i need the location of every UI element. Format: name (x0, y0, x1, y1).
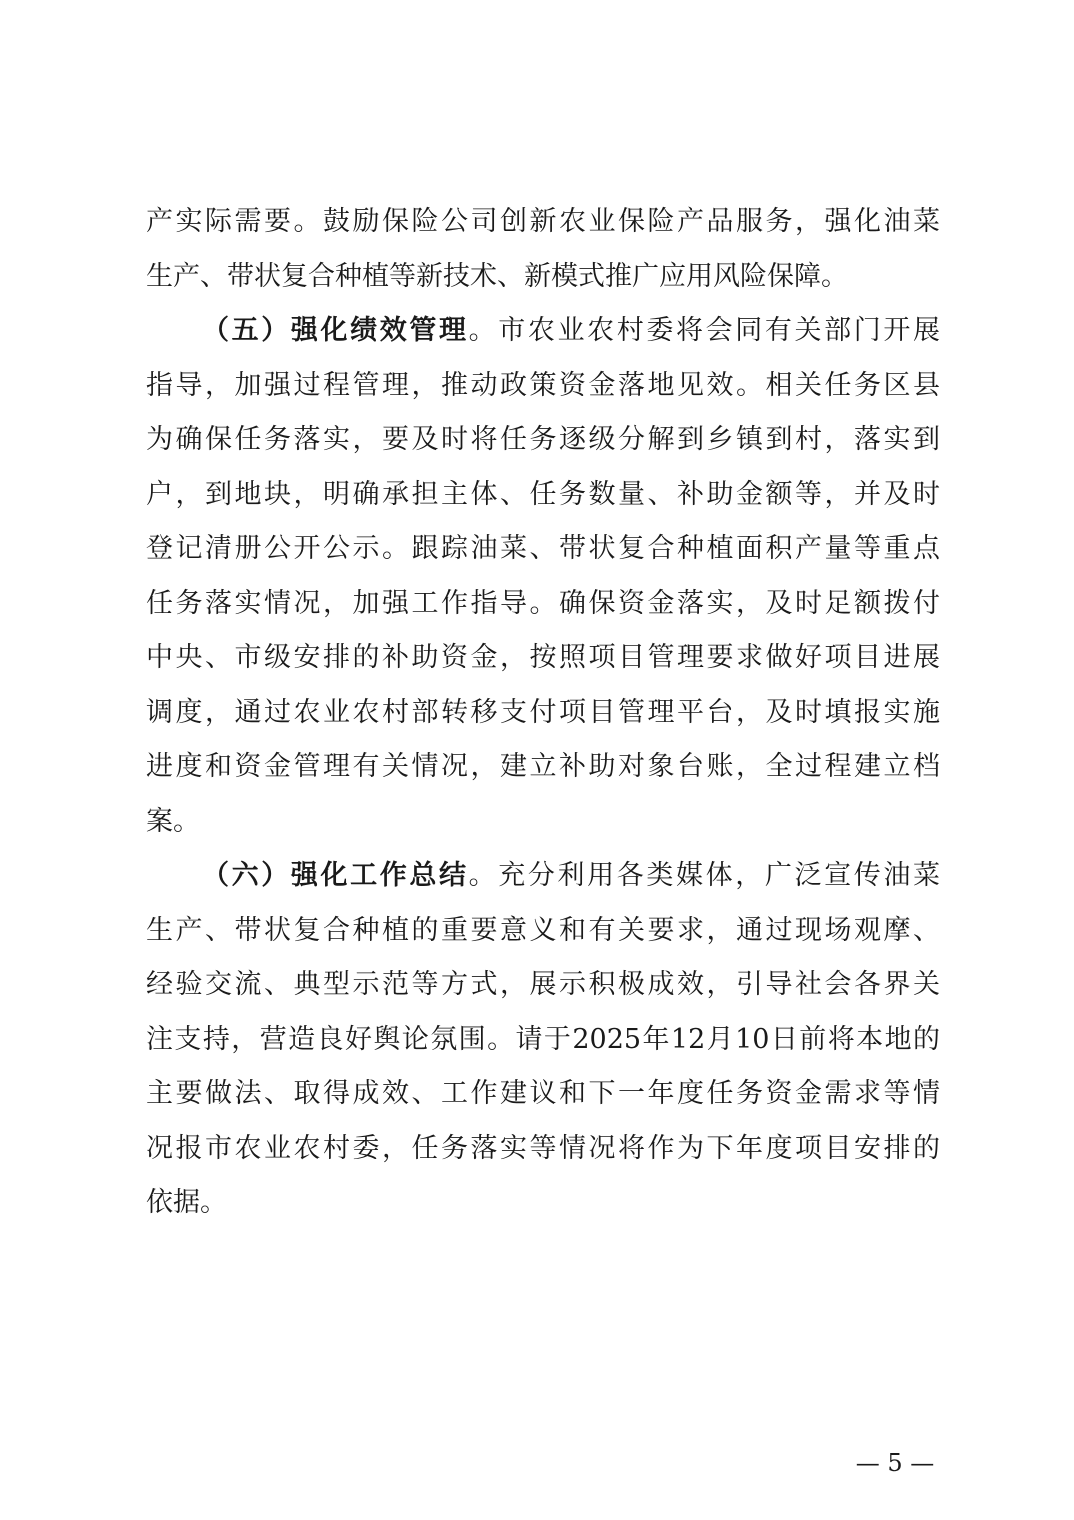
document-body (146, 195, 940, 1231)
text-line: 案。 (146, 805, 200, 837)
text-line: 进度和资金管理有关情况，建立补助对象台账，全过程建立档 (146, 751, 940, 782)
text-line: 生产、带状复合种植等新技术、新模式推广应用风险保障。 (146, 260, 848, 292)
text-line: 生产、带状复合种植的重要意义和有关要求，通过现场观摩、 (146, 914, 940, 946)
text-line: 依据。 (146, 1187, 227, 1218)
text-line: 为确保任务落实，要及时将任务逐级分解到乡镇到村，落实到 (146, 424, 940, 455)
text-line: 中央、市级安排的补助资金，按照项目管理要求做好项目进展 (146, 642, 940, 673)
text-line (146, 304, 940, 359)
text-run: 。市农业农村委将会同有关部门开展 (468, 315, 940, 346)
section-heading: （六）强化工作总结 (202, 860, 469, 891)
text-line: 指导，加强过程管理，推动政策资金落地见效。相关任务区县 (146, 369, 940, 401)
text-line: 调度，通过农业农村部转移支付项目管理平台，及时填报实施 (146, 696, 940, 728)
text-line: 户，到地块，明确承担主体、任务数量、补助金额等，并及时 (146, 478, 940, 510)
text-line: 任务落实情况，加强工作指导。确保资金落实，及时足额拨付 (146, 587, 940, 619)
text-line: 产实际需要。鼓励保险公司创新农业保险产品服务，强化油菜 (146, 206, 940, 237)
paragraph-continuation (146, 195, 940, 304)
paragraph-performance-management (146, 304, 940, 849)
text-line: 况报市农业农村委，任务落实等情况将作为下年度项目安排的 (146, 1132, 940, 1164)
text-run: 。充分利用各类媒体，广泛宣传油菜 (468, 860, 940, 891)
page-number: — 5 — (855, 1449, 935, 1477)
paragraph-work-summary (146, 849, 940, 1231)
text-line: 注支持，营造良好舆论氛围。请于2025年12月10日前将本地的 (146, 1023, 940, 1055)
text-line (146, 849, 940, 904)
section-heading: （五）强化绩效管理 (202, 315, 469, 346)
text-line: 登记清册公开公示。跟踪油菜、带状复合种植面积产量等重点 (146, 533, 940, 564)
text-line: 主要做法、取得成效、工作建议和下一年度任务资金需求等情 (146, 1078, 940, 1109)
text-line: 经验交流、典型示范等方式，展示积极成效，引导社会各界关 (146, 969, 940, 1000)
